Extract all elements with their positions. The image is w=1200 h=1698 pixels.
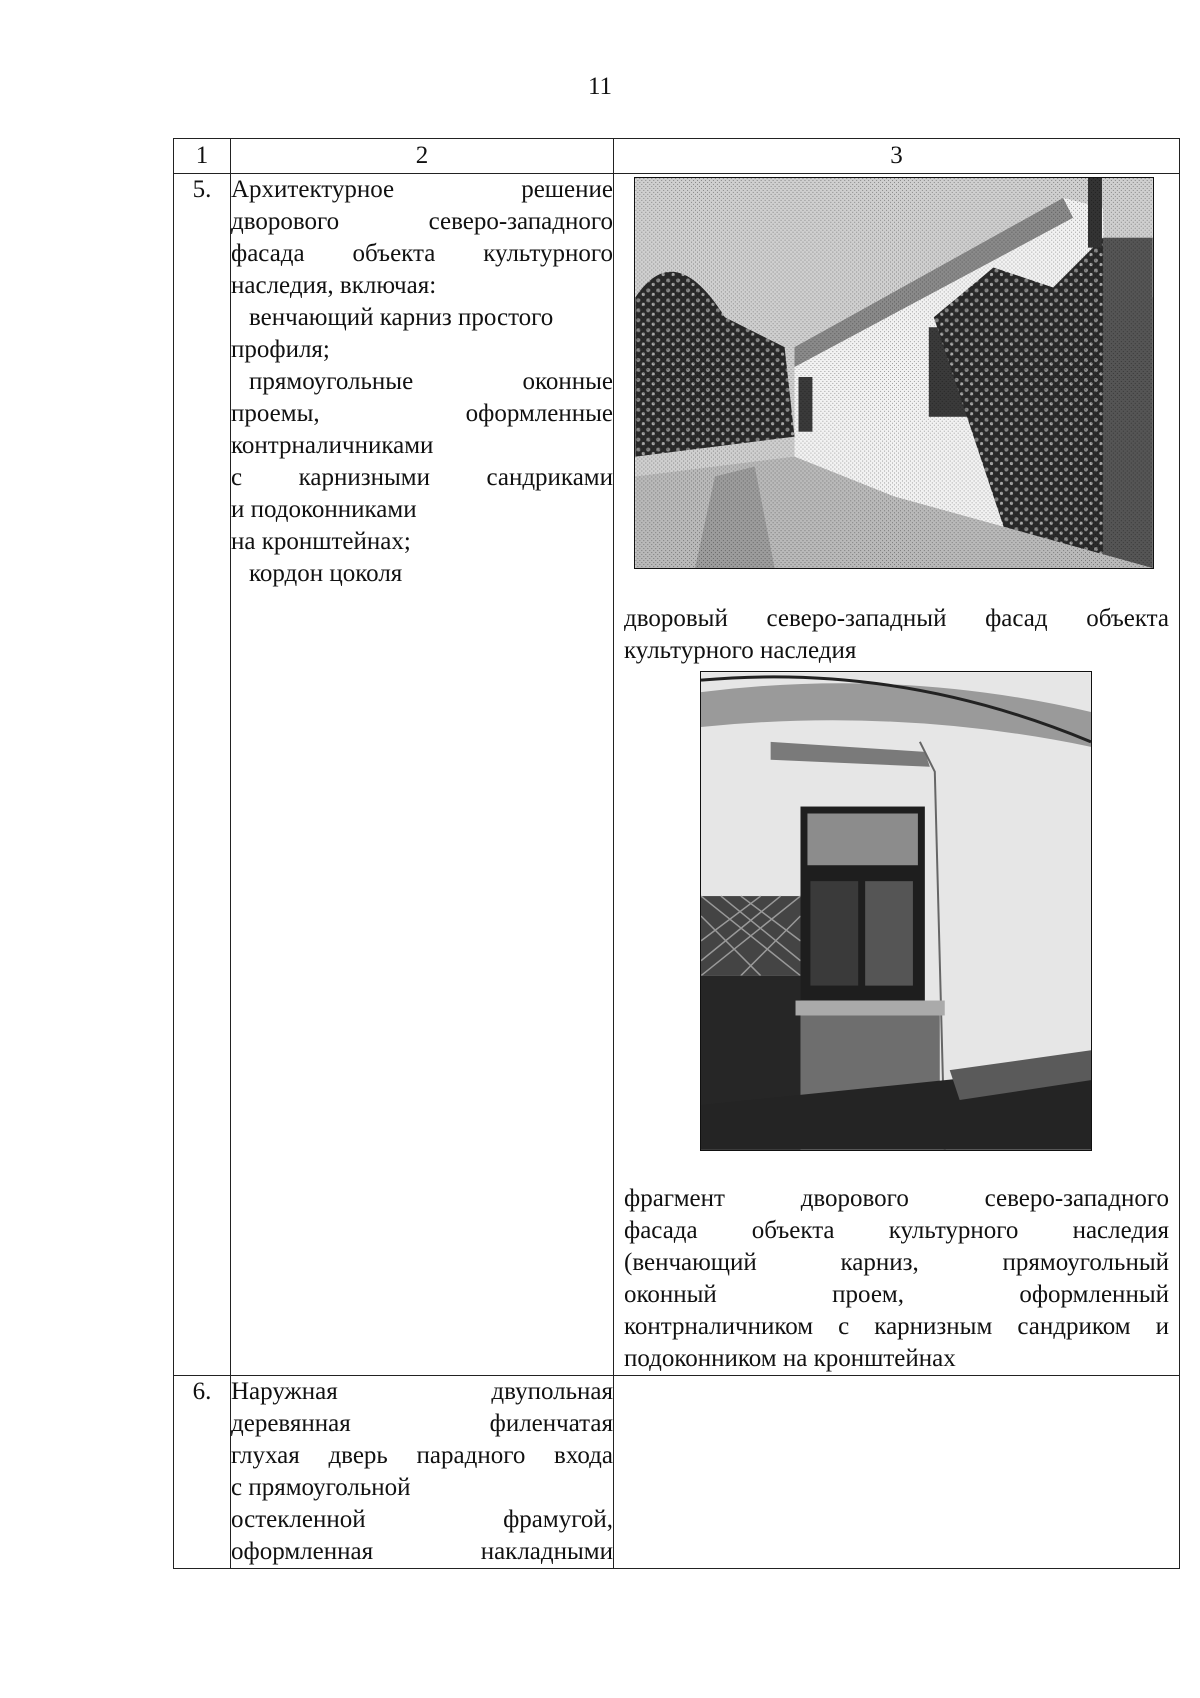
text-line: наследия, включая: [231,272,437,299]
description-lines [231,174,613,590]
text-line: дворовый северо-западный фасад объекта [624,605,1169,632]
text-line: Архитектурное решение [231,176,613,203]
text-line: фрагмент дворового северо-западного [624,1185,1169,1212]
window-fragment-photo [700,671,1092,1151]
row-description [231,1376,614,1569]
facade-photo [634,177,1154,569]
facade-photo-caption [614,603,1179,667]
photos-cell [614,174,1180,1376]
text-line: кордон цоколя [249,560,403,587]
row-number: 5. [174,174,231,1376]
photos-cell [614,1376,1180,1569]
heritage-elements-table [173,138,1180,1569]
text-line: проемы, оформленные [231,400,613,427]
table-row-6 [174,1376,1180,1569]
text-line: профиля; [231,336,330,363]
text-line: (венчающий карниз, прямоугольный [624,1249,1169,1276]
text-line: с прямоугольной [231,1474,411,1501]
text-line: подоконником на кронштейнах [624,1345,956,1372]
text-line: дворового северо-западного [231,208,613,235]
table-row-5 [174,174,1180,1376]
text-line: с карнизными сандриками [231,464,613,491]
text-line: фасада объекта культурного [231,240,613,267]
text-line: оконный проем, оформленный [624,1281,1169,1308]
text-line: и подоконниками [231,496,417,523]
text-line: на кронштейнах; [231,528,411,555]
column-header-2: 2 [231,139,614,174]
page-number: 11 [587,73,613,100]
column-header-3: 3 [614,139,1180,174]
row-description [231,174,614,1376]
text-line: контрналичниками [231,432,434,459]
text-line: Наружная двупольная [231,1378,613,1405]
text-line: деревянная филенчатая [231,1410,613,1437]
text-line: культурного наследия [624,637,857,664]
table-header-row [174,139,1180,174]
description-lines [231,1376,613,1568]
text-line: венчающий карниз простого [249,304,554,331]
column-header-1: 1 [174,139,231,174]
row-number: 6. [174,1376,231,1569]
text-line: глухая дверь парадного входа [231,1442,613,1469]
text-line: оформленная накладными [231,1538,613,1565]
text-line: прямоугольные оконные [249,368,613,395]
text-line: фасада объекта культурного наследия [624,1217,1169,1244]
window-fragment-caption [614,1183,1179,1375]
text-line: остекленной фрамугой, [231,1506,613,1533]
text-line: контрналичником с карнизным сандриком и [624,1313,1169,1340]
